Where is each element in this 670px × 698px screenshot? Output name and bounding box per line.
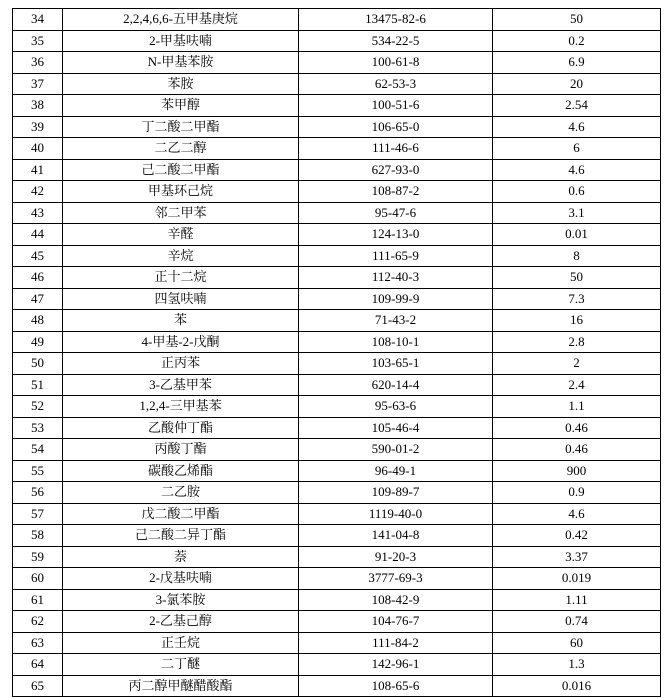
cas-number: 142-96-1	[299, 654, 493, 676]
value-cell: 50	[493, 267, 661, 289]
cas-number: 124-13-0	[299, 224, 493, 246]
row-number: 43	[13, 202, 63, 224]
cas-number: 108-65-6	[299, 675, 493, 697]
compound-name: 4-甲基-2-戊酮	[63, 331, 299, 353]
value-cell: 16	[493, 310, 661, 332]
row-number: 40	[13, 138, 63, 160]
value-cell: 0.46	[493, 439, 661, 461]
table-row	[13, 267, 661, 289]
value-cell: 4.6	[493, 159, 661, 181]
cas-number: 108-10-1	[299, 331, 493, 353]
value-cell: 20	[493, 73, 661, 95]
table-row	[13, 181, 661, 203]
compound-name: 辛醛	[63, 224, 299, 246]
compound-name: 正丙苯	[63, 353, 299, 375]
value-cell: 4.6	[493, 503, 661, 525]
table-row	[13, 525, 661, 547]
table-row	[13, 675, 661, 697]
row-number: 59	[13, 546, 63, 568]
cas-number: 96-49-1	[299, 460, 493, 482]
value-cell: 0.9	[493, 482, 661, 504]
table-row	[13, 288, 661, 310]
row-number: 60	[13, 568, 63, 590]
value-cell: 2.8	[493, 331, 661, 353]
cas-number: 109-89-7	[299, 482, 493, 504]
table-row	[13, 611, 661, 633]
table-row	[13, 52, 661, 74]
row-number: 65	[13, 675, 63, 697]
compound-name: 2-戊基呋喃	[63, 568, 299, 590]
cas-number: 13475-82-6	[299, 9, 493, 31]
compound-name: 二乙胺	[63, 482, 299, 504]
table-row	[13, 589, 661, 611]
cas-number: 95-63-6	[299, 396, 493, 418]
value-cell: 2.4	[493, 374, 661, 396]
cas-number: 100-61-8	[299, 52, 493, 74]
compound-name: 二丁醚	[63, 654, 299, 676]
row-number: 45	[13, 245, 63, 267]
table-row	[13, 503, 661, 525]
cas-number: 112-40-3	[299, 267, 493, 289]
cas-number: 590-01-2	[299, 439, 493, 461]
cas-number: 534-22-5	[299, 30, 493, 52]
compound-name: 辛烷	[63, 245, 299, 267]
row-number: 55	[13, 460, 63, 482]
table-row	[13, 331, 661, 353]
value-cell: 7.3	[493, 288, 661, 310]
value-cell: 2	[493, 353, 661, 375]
row-number: 38	[13, 95, 63, 117]
row-number: 47	[13, 288, 63, 310]
cas-number: 91-20-3	[299, 546, 493, 568]
compound-name: 正壬烷	[63, 632, 299, 654]
value-cell: 1.11	[493, 589, 661, 611]
row-number: 48	[13, 310, 63, 332]
value-cell: 6	[493, 138, 661, 160]
row-number: 44	[13, 224, 63, 246]
value-cell: 1.1	[493, 396, 661, 418]
cas-number: 106-65-0	[299, 116, 493, 138]
compound-name: 丙二醇甲醚醋酸酯	[63, 675, 299, 697]
cas-number: 108-42-9	[299, 589, 493, 611]
compound-name: 1,2,4-三甲基苯	[63, 396, 299, 418]
table-row	[13, 439, 661, 461]
table-row	[13, 224, 661, 246]
cas-number: 109-99-9	[299, 288, 493, 310]
value-cell: 3.1	[493, 202, 661, 224]
table-row	[13, 138, 661, 160]
compound-name: 苯甲醇	[63, 95, 299, 117]
table-row	[13, 396, 661, 418]
cas-number: 100-51-6	[299, 95, 493, 117]
table-row	[13, 460, 661, 482]
compound-name: 3-氯苯胺	[63, 589, 299, 611]
table-row	[13, 159, 661, 181]
cas-number: 108-87-2	[299, 181, 493, 203]
value-cell: 900	[493, 460, 661, 482]
table-row	[13, 73, 661, 95]
row-number: 42	[13, 181, 63, 203]
table-row	[13, 417, 661, 439]
cas-number: 103-65-1	[299, 353, 493, 375]
value-cell: 4.6	[493, 116, 661, 138]
compound-table-body	[13, 9, 661, 697]
table-row	[13, 310, 661, 332]
value-cell: 60	[493, 632, 661, 654]
compound-name: 丙酸丁酯	[63, 439, 299, 461]
compound-name: 甲基环己烷	[63, 181, 299, 203]
row-number: 36	[13, 52, 63, 74]
row-number: 49	[13, 331, 63, 353]
table-row	[13, 568, 661, 590]
row-number: 62	[13, 611, 63, 633]
cas-number: 71-43-2	[299, 310, 493, 332]
row-number: 35	[13, 30, 63, 52]
row-number: 57	[13, 503, 63, 525]
value-cell: 50	[493, 9, 661, 31]
row-number: 52	[13, 396, 63, 418]
table-row	[13, 374, 661, 396]
value-cell: 0.2	[493, 30, 661, 52]
cas-number: 3777-69-3	[299, 568, 493, 590]
compound-name: 四氢呋喃	[63, 288, 299, 310]
compound-name: 丁二酸二甲酯	[63, 116, 299, 138]
table-row	[13, 9, 661, 31]
value-cell: 0.46	[493, 417, 661, 439]
compound-name: 己二酸二甲酯	[63, 159, 299, 181]
row-number: 54	[13, 439, 63, 461]
table-row	[13, 546, 661, 568]
cas-number: 105-46-4	[299, 417, 493, 439]
row-number: 56	[13, 482, 63, 504]
row-number: 39	[13, 116, 63, 138]
value-cell: 1.3	[493, 654, 661, 676]
value-cell: 0.74	[493, 611, 661, 633]
compound-name: 2,2,4,6,6-五甲基庚烷	[63, 9, 299, 31]
value-cell: 0.01	[493, 224, 661, 246]
value-cell: 2.54	[493, 95, 661, 117]
compound-name: 碳酸乙烯酯	[63, 460, 299, 482]
compound-name: 己二酸二异丁酯	[63, 525, 299, 547]
value-cell: 0.019	[493, 568, 661, 590]
compound-table	[12, 8, 661, 697]
cas-number: 111-84-2	[299, 632, 493, 654]
cas-number: 627-93-0	[299, 159, 493, 181]
cas-number: 1119-40-0	[299, 503, 493, 525]
table-row	[13, 632, 661, 654]
cas-number: 95-47-6	[299, 202, 493, 224]
table-row	[13, 245, 661, 267]
compound-name: 苯胺	[63, 73, 299, 95]
compound-name: 正十二烷	[63, 267, 299, 289]
cas-number: 111-65-9	[299, 245, 493, 267]
row-number: 58	[13, 525, 63, 547]
compound-name: 2-甲基呋喃	[63, 30, 299, 52]
row-number: 37	[13, 73, 63, 95]
table-row	[13, 482, 661, 504]
compound-name: 戊二酸二甲酯	[63, 503, 299, 525]
value-cell: 0.016	[493, 675, 661, 697]
value-cell: 8	[493, 245, 661, 267]
row-number: 46	[13, 267, 63, 289]
compound-name: 萘	[63, 546, 299, 568]
table-row	[13, 116, 661, 138]
table-row	[13, 202, 661, 224]
compound-name: N-甲基苯胺	[63, 52, 299, 74]
value-cell: 0.42	[493, 525, 661, 547]
cas-number: 620-14-4	[299, 374, 493, 396]
compound-name: 二乙二醇	[63, 138, 299, 160]
table-row	[13, 353, 661, 375]
cas-number: 111-46-6	[299, 138, 493, 160]
row-number: 61	[13, 589, 63, 611]
compound-name: 3-乙基甲苯	[63, 374, 299, 396]
cas-number: 62-53-3	[299, 73, 493, 95]
value-cell: 3.37	[493, 546, 661, 568]
cas-number: 141-04-8	[299, 525, 493, 547]
table-row	[13, 654, 661, 676]
compound-name: 2-乙基己醇	[63, 611, 299, 633]
compound-name: 苯	[63, 310, 299, 332]
table-row	[13, 95, 661, 117]
row-number: 50	[13, 353, 63, 375]
row-number: 41	[13, 159, 63, 181]
row-number: 63	[13, 632, 63, 654]
value-cell: 0.6	[493, 181, 661, 203]
row-number: 51	[13, 374, 63, 396]
row-number: 53	[13, 417, 63, 439]
compound-name: 邻二甲苯	[63, 202, 299, 224]
row-number: 64	[13, 654, 63, 676]
compound-name: 乙酸仲丁酯	[63, 417, 299, 439]
table-row	[13, 30, 661, 52]
cas-number: 104-76-7	[299, 611, 493, 633]
value-cell: 6.9	[493, 52, 661, 74]
row-number: 34	[13, 9, 63, 31]
